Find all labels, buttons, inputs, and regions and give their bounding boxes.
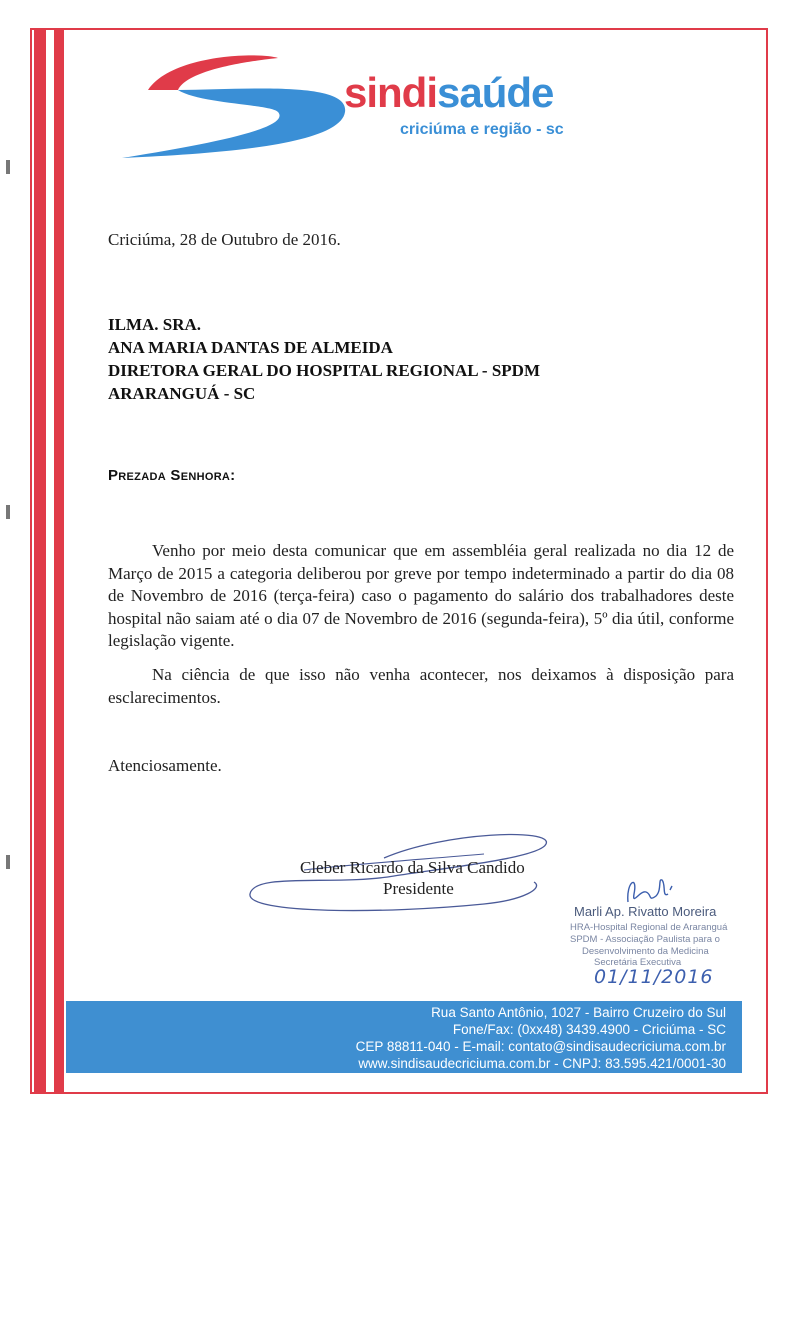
- body-paragraph-2: Na ciência de que isso não venha acontecer, nos deixamos à disposição para esclarecimentos.: [108, 665, 734, 707]
- recipient-line: ILMA. SRA.: [108, 315, 202, 334]
- received-stamp: [560, 872, 750, 992]
- brand-name-part2: saúde: [437, 69, 554, 116]
- brand-name-part1: sindi: [344, 69, 438, 116]
- stamp-name: Marli Ap. Rivatto Moreira: [574, 904, 717, 919]
- footer-email: CEP 88811-040 - E-mail: contato@sindisaudecriciuma.com.br: [355, 1039, 726, 1054]
- stamp-line: Secretária Executiva: [594, 957, 682, 968]
- footer-address: Rua Santo Antônio, 1027 - Bairro Cruzeiro do Sul: [431, 1005, 726, 1020]
- recipient-line: ARARANGUÁ - SC: [108, 384, 256, 403]
- salutation: Prezada Senhora:: [108, 467, 236, 484]
- binder-mark: [6, 505, 10, 519]
- recipient-line: DIRETORA GERAL DO HOSPITAL REGIONAL - SPDM: [108, 361, 541, 380]
- footer-contact-bar: [66, 1001, 742, 1073]
- binder-mark: [6, 160, 10, 174]
- sindisaude-logo-icon: [120, 46, 350, 162]
- stamp-line: Desenvolvimento da Medicina: [582, 946, 709, 957]
- signer-role: Presidente: [383, 879, 454, 898]
- signer-name: Cleber Ricardo da Silva Candido: [300, 858, 525, 877]
- recipient-block: [108, 313, 540, 405]
- letterhead-stripe: [54, 30, 64, 1092]
- body-paragraph-1: Venho por meio desta comunicar que em assembléia geral realizada no dia 12 de Março de 2015 a categoria deliberou por greve por tempo indeterminado a partir do dia 08 de Novembro de 2016 (terça-feira) caso o pagamento do salário dos trabalhadores deste hospital não saiam até o dia 07 de Novembro de 2016 (segunda-feira), 5º dia útil, conforme legislação vigente.: [108, 541, 734, 650]
- stamp-line: HRA-Hospital Regional de Araranguá: [570, 922, 728, 933]
- brand-name: [344, 69, 554, 116]
- recipient-line: ANA MARIA DANTAS DE ALMEIDA: [108, 338, 393, 357]
- stamp-date: 01/11/2016: [594, 966, 714, 988]
- closing: Atenciosamente.: [108, 756, 222, 775]
- letter-date: Criciúma, 28 de Outubro de 2016.: [108, 230, 341, 249]
- brand-subtitle: criciúma e região - sc: [400, 121, 564, 138]
- footer-website: www.sindisaudecriciuma.com.br - CNPJ: 83.595.421/0001-30: [358, 1056, 726, 1071]
- footer-phone: Fone/Fax: (0xx48) 3439.4900 - Criciúma - SC: [452, 1022, 726, 1037]
- binder-mark: [6, 855, 10, 869]
- stamp-line: SPDM - Associação Paulista para o: [570, 934, 720, 945]
- letterhead-stripe: [34, 30, 46, 1092]
